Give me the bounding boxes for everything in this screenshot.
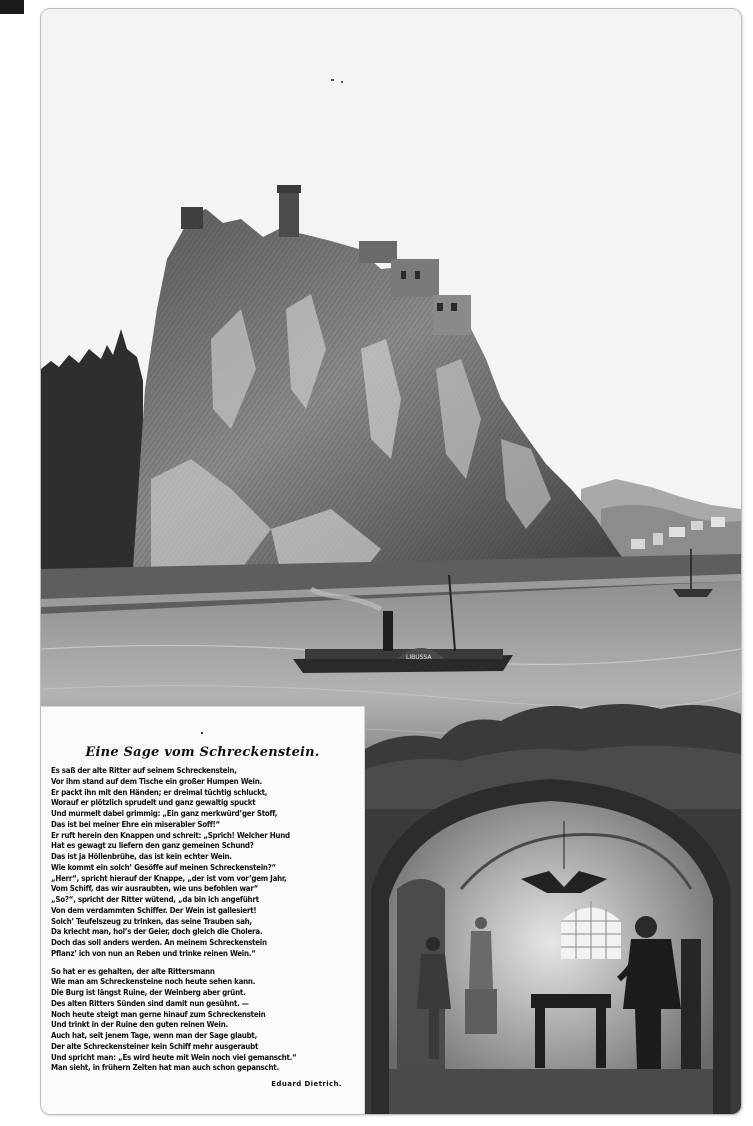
poem-stanza-2: [51, 967, 354, 1075]
poem-line: Worauf er plötzlich sprudelt und ganz gewaltig spuckt: [51, 798, 256, 808]
poem-line: Man sieht, in frühern Zeiten hat man auch schon gepanscht.: [51, 1063, 279, 1073]
poem-line: Er ruft herein den Knappen und schreit: „Sprich! Welcher Hund: [51, 830, 290, 840]
poem-line: „So?“, spricht der Ritter wütend, „da bin ich angeführt: [51, 895, 259, 904]
poem-line: Des alten Ritters Sünden sind damit nun gesühnt. —: [51, 998, 249, 1008]
svg-text:LIBUSSA: LIBUSSA: [406, 654, 432, 661]
poem-line: Vom Schiff, das wir ausraubten, wie uns befohlen war“: [51, 884, 259, 894]
poem-line: Von dem verdammten Schiffer. Der Wein ist gallesiert!: [51, 905, 257, 915]
poem-title: Eine Sage vom Schreckenstein.: [85, 745, 320, 760]
poem-line: Wie man am Schreckensteine noch heute sehen kann.: [51, 977, 256, 987]
poem-line: Das ist ja Höllenbrühe, das ist kein echter Wein.: [51, 852, 232, 861]
poem-line: Wie kommt ein solch’ Gesöffe auf meinen Schreckenstein?“: [51, 862, 276, 872]
poem-line: Die Burg ist längst Ruine, der Weinberg aber grünt.: [51, 988, 246, 997]
poem-line: Pflanz’ ich von nun an Reben und trinke reinen Wein.“: [51, 948, 256, 958]
poem-line: Vor ihm stand auf dem Tische ein großer Humpen Wein.: [51, 776, 262, 786]
poem-stanza-1: [51, 766, 354, 960]
decorative-dot: [201, 732, 203, 734]
poem-line: Hat es gewagt zu liefern den ganz gemeinen Schund?: [51, 841, 254, 851]
poem-line: Der alte Schreckensteiner kein Schiff mehr ausgeraubt: [51, 1041, 259, 1051]
poem-line: Da kriecht man, hol’s der Geier, doch gleich die Cholera.: [51, 927, 263, 937]
poem-line: So hat er es gehalten, der alte Rittersmann: [51, 966, 215, 976]
poem-line: Noch heute steigt man gerne hinauf zum Schreckenstein: [51, 1009, 266, 1019]
postcard: [40, 8, 742, 1115]
poem-line: Und trinkt in der Ruine den guten reinen Wein.: [51, 1020, 228, 1030]
poem-line: Doch das soll anders werden. An meinem Schreckenstein: [51, 938, 267, 947]
poem-line: Und murmelt dabei grimmig: „Ein ganz merkwürd’ger Stoff,: [51, 809, 278, 818]
poem-line: Das ist bei meiner Ehre ein miserabler Soff!“: [51, 819, 220, 829]
poem-line: Und spricht man: „Es wird heute mit Wein noch viel gemanscht.“: [51, 1052, 297, 1062]
poem-line: Er packt ihn mit den Händen; er dreimal tüchtig schluckt,: [51, 787, 268, 797]
poem-line: Solch’ Teufelszeug zu trinken, das seine Trauben sah,: [51, 916, 252, 926]
poem-line: Es saß der alte Ritter auf seinem Schreckenstein,: [51, 766, 237, 775]
poem-author: Eduard Dietrich.: [271, 1080, 342, 1088]
poem-text-box: [41, 706, 365, 1114]
poem-line: Auch hat, seit jenem Tage, wenn man der Sage glaubt,: [51, 1031, 258, 1040]
poem-line: „Herr“, spricht hierauf der Knappe, „der ist vom vor’gem Jahr,: [51, 873, 287, 883]
page-edge-mark: [0, 0, 24, 14]
